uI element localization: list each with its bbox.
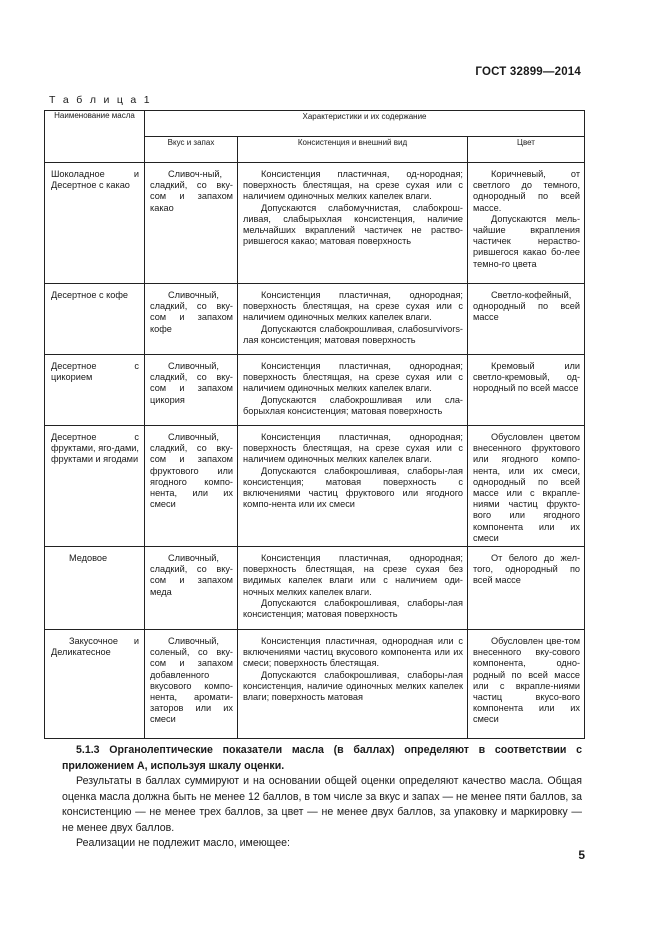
cell-taste (145, 355, 238, 426)
table-row (45, 163, 585, 284)
cell-consistency-text: Консистенция пластичная, однородная; поверхность блестящая, на срезе сухая или с наличием одиночных мелких капелек влаги. (243, 290, 463, 323)
cell-name (45, 284, 145, 355)
cell-taste (145, 630, 238, 739)
cell-consistency (238, 630, 468, 739)
cell-color (468, 426, 585, 547)
cell-consistency-text: Консистенция пластичная, однородная; поверхность блестящая, на срезе сухая или с наличием одиночных мелких капелек влаги. (243, 432, 463, 465)
column-header-color: Цвет (468, 137, 585, 163)
cell-taste-text: Сливочный, сладкий, со вку-сом и запахом цикория (150, 361, 233, 405)
cell-color (468, 630, 585, 739)
table-caption: Т а б л и ц а 1 (49, 94, 152, 106)
cell-name (45, 426, 145, 547)
standard-designation: ГОСТ 32899—2014 (475, 66, 581, 78)
table-row (45, 355, 585, 426)
cell-color (468, 547, 585, 630)
table-row (45, 426, 585, 547)
cell-name-text: Десертное с фруктами, яго-дами, фруктами и ягодами (51, 432, 139, 465)
paragraph-5-1-3 (62, 743, 582, 774)
paragraph-not-for-sale (62, 836, 582, 852)
cell-consistency-note: Допускаются слабомучнистая, слабокрош-ливая, слабырыхлая консистенция, наличие мельчайших вкраплений частичек не раство-рившегося какао; матовая поверхность (243, 202, 463, 247)
cell-color-text: Коричневый, от светлого до темного, однородный по всей массе. (473, 169, 581, 213)
cell-color (468, 284, 585, 355)
cell-taste (145, 547, 238, 630)
cell-name (45, 630, 145, 739)
cell-color-text: Обусловлен цветом внесенного фруктового или ягодного компо-нента, или их смеси, однородный по всей массе или с вкрапле-ниями частиц фрукто-вого или ягодного компонента или их смеси (473, 432, 581, 543)
table-row (45, 284, 585, 355)
table-header-row (45, 111, 585, 137)
cell-taste (145, 426, 238, 547)
table-row (45, 630, 585, 739)
cell-consistency (238, 284, 468, 355)
cell-name-text: Закусочное и Деликатесное (51, 636, 139, 658)
cell-name-text: Шоколадное и Десертное с какао (51, 169, 139, 191)
cell-consistency-text: Консистенция пластичная, однородная; поверхность блестящая, на срезе сухая или с наличием одиночных мелких капелек влаги. (243, 361, 463, 394)
paragraph-results-text: Результаты в баллах суммируют и на основании общей оценки определяют качество масла. Общая оценка масла должна быть не менее 12 баллов, в том числе за вкус и запах — не менее пяти баллов, за консистенцию — не менее трех баллов, за цвет — не менее двух баллов, за упаковку и маркировку — не менее двух баллов. (62, 775, 582, 834)
cell-consistency (238, 163, 468, 284)
cell-consistency (238, 547, 468, 630)
cell-taste (145, 284, 238, 355)
column-header-taste: Вкус и запах (145, 137, 238, 163)
cell-taste-text: Сливочный, сладкий, со вку-сом и запахом кофе (150, 290, 233, 334)
cell-consistency-note: Допускаются слабокрошливая, слаборы-лая консистенция; матовая поверхность (243, 597, 463, 620)
cell-consistency-text: Консистенция пластичная, однородная или с включениями частиц вкусового компонента или их смеси; поверхность блестящая. (243, 636, 463, 669)
characteristics-table (44, 110, 585, 739)
cell-taste (145, 163, 238, 284)
cell-color-text: Светло-кофейный, однородный по всей массе (473, 290, 581, 323)
cell-taste-text: Сливочный, сладкий, со вку-сом и запахом меда (150, 553, 233, 597)
cell-name-text: Медовое (69, 553, 108, 564)
cell-consistency-text: Консистенция пластичная, однородная; поверхность блестящая, на срезе сухая без видимых капелек влаги или с наличием оди-ночных мелких капелек влаги. (243, 553, 463, 597)
column-header-consistency: Консистенция и внешний вид (238, 137, 468, 163)
cell-color-text: От белого до жел-того, однородный по всей массе (473, 553, 581, 586)
cell-taste-text: Сливочный, сладкий, со вку-сом и запахом фруктового или ягодного компо-нента, или их смеси (150, 432, 233, 510)
cell-consistency-note: Допускаются слабокрошливая, слабоsurvivors-лая консистенция; матовая поверхность (243, 323, 463, 345)
table-row (45, 547, 585, 630)
cell-consistency-note: Допускаются слабокрошливая, слаборы-лая консистенция; матовая поверхность с включениями частиц фруктового или ягодного компо-нента или их смеси (243, 465, 463, 510)
cell-consistency-note: Допускаются слабокрошливая, слаборы-лая консистенция, наличие одиночных мелких капелек влаги; поверхность матовая (243, 669, 463, 703)
cell-taste-text: Сливоч-ный, сладкий, со вку-сом и запахом какао (150, 169, 233, 213)
cell-color-text: Обусловлен цве-том внесенного вку-сового компонента, одно-родный по всей массе или с вкрапле-ниями частиц вкусо-вого компонента или их смеси (473, 636, 581, 725)
cell-consistency-note: Допускаются слабокрошливая или сла-борыхлая консистенция; матовая поверхность (243, 394, 463, 416)
paragraph-5-1-3-text: 5.1.3 Органолептические показатели масла (в баллах) определяют в соответствии с приложением А, используя шкалу оценки. (62, 744, 582, 772)
cell-consistency-text: Консистенция пластичная, од-нородная; поверхность блестящая, на срезе сухая или с наличием одиночных мелких капелек влаги. (243, 169, 463, 202)
cell-color-note: Допускаются мель-чайшие вкрапления частичек нераство-рившегося какао бо-лее темно-го цвета (473, 213, 581, 269)
cell-color-text: Кремовый или светло-кремовый, од-нородный по всей массе (473, 361, 581, 394)
paragraph-results (62, 774, 582, 836)
cell-color (468, 163, 585, 284)
paragraph-not-for-sale-text: Реализации не подлежит масло, имеющее: (76, 837, 291, 849)
cell-name (45, 163, 145, 284)
cell-color (468, 355, 585, 426)
cell-name (45, 355, 145, 426)
cell-name (45, 547, 145, 630)
column-header-characteristics: Характеристики и их содержание (145, 111, 585, 137)
cell-name-text: Десертное с кофе (51, 290, 129, 300)
cell-name-text: Десертное с цикорием (51, 361, 139, 383)
cell-consistency (238, 426, 468, 547)
page-number: 5 (578, 848, 585, 862)
cell-consistency (238, 355, 468, 426)
cell-taste-text: Сливочный, соленый, со вку-сом и запахом добавленного вкусового компо-нента, аромати-заторов или их смеси (150, 636, 233, 725)
column-header-name: Наименование масла (45, 111, 145, 163)
